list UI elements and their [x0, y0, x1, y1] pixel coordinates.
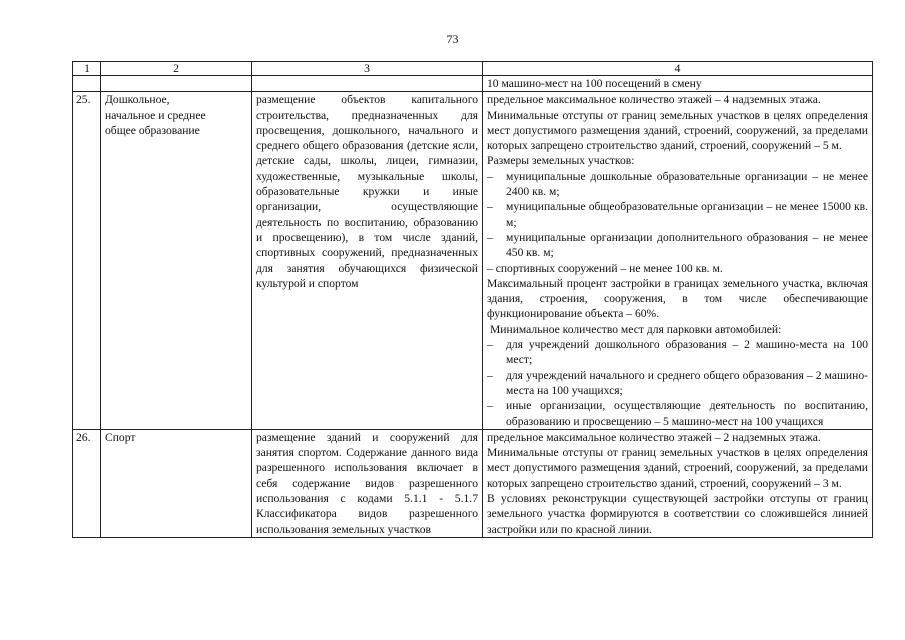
table-row: [73, 92, 873, 430]
header-col-1: 1: [73, 62, 101, 76]
header-col-4: 4: [483, 62, 873, 76]
use-type-name: Дошкольное, начальное и среднее общее образование: [101, 92, 252, 430]
list-item: – муниципальные дошкольные образовательные организации – не менее 2400 кв. м;: [487, 169, 868, 199]
floors-limit: предельное максимальное количество этажей – 4 надземных этажа.: [487, 93, 821, 107]
list-item: – муниципальные организации дополнительного образования – не менее 450 кв. м;: [487, 230, 868, 260]
row-number: 25.: [73, 92, 101, 430]
plot-sizes-title: Размеры земельных участков:: [487, 154, 635, 168]
list-item: – муниципальные общеобразовательные организации – не менее 15000 кв. м;: [487, 200, 868, 229]
coverage-text: Максимальный процент застройки в границах земельного участка, включая здания, строения, сооружения, в том числе обеспечивающие функционирование объекта – 60%.: [487, 276, 868, 321]
list-item: – для учреждений дошкольного образования – 2 машино-места на 100 мест;: [487, 338, 868, 367]
setbacks-text: Минимальные отступы от границ земельных участков в целях определения мест допустимого размещения зданий, строений, сооружений, за пределами которых запрещено строительство зданий, строений, сооружений – 3 м.: [487, 446, 868, 490]
list-item: – иные организации, осуществляющие деятельность по воспитанию, образованию и просвещению – 5 машино-мест на 100 учащихся: [487, 399, 868, 428]
zoning-table: [72, 61, 873, 538]
parking-title: Минимальное количество мест для парковки автомобилей:: [490, 322, 782, 336]
row-number: 26.: [73, 429, 101, 537]
sports-facilities-size: – спортивных сооружений – не менее 100 кв. м.: [487, 261, 723, 275]
table-row-continuation: [73, 76, 873, 92]
use-type-description: размещение зданий и сооружений для занятия спортом. Содержание данного вида разрешенного использования включает в себя содержание видов разрешенного использования с кодами 5.1.1 - 5.1.7 Классификатора видов разрешенного использования земельных участков: [252, 429, 483, 537]
use-type-description: размещение объектов капитального строительства, предназначенных для просвещения, дошкольного, начального и среднего общего образования (детские ясли, детские сады, школы, лицеи, гимназии, художественные, музыкальные школы, образовательные кружки и иные организации, осуществляющие деятельность по воспитанию, образованию и просвещению), в том числе зданий, спортивных сооружений, предназначенных для занятия обучающихся физической культурой и спортом: [252, 92, 483, 430]
reconstruction-text: В условиях реконструкции существующей застройки отступы от границ земельного участка формируются в соответствии со сложившейся линией застройки или по красной линии.: [487, 492, 868, 536]
use-type-name: Спорт: [101, 429, 252, 537]
page-number: 73: [446, 32, 459, 46]
use-type-parameters: [483, 429, 873, 537]
use-type-parameters: [483, 92, 873, 430]
setbacks-text: Минимальные отступы от границ земельных участков в целях определения мест допустимого размещения зданий, строений, сооружений, за пределами которых запрещено строительство зданий, строений, сооружений – 5 м.: [487, 108, 868, 153]
table-header-row: [73, 62, 873, 76]
table-row: [73, 429, 873, 537]
floors-limit: предельное максимальное количество этажей – 2 надземных этажа.: [487, 430, 821, 444]
header-col-3: 3: [252, 62, 483, 76]
continuation-parking-text: 10 машино-мест на 100 посещений в смену: [483, 76, 873, 92]
header-col-2: 2: [101, 62, 252, 76]
list-item: – для учреждений начального и среднего общего образования – 2 машино-места на 100 учащихся;: [487, 368, 868, 397]
